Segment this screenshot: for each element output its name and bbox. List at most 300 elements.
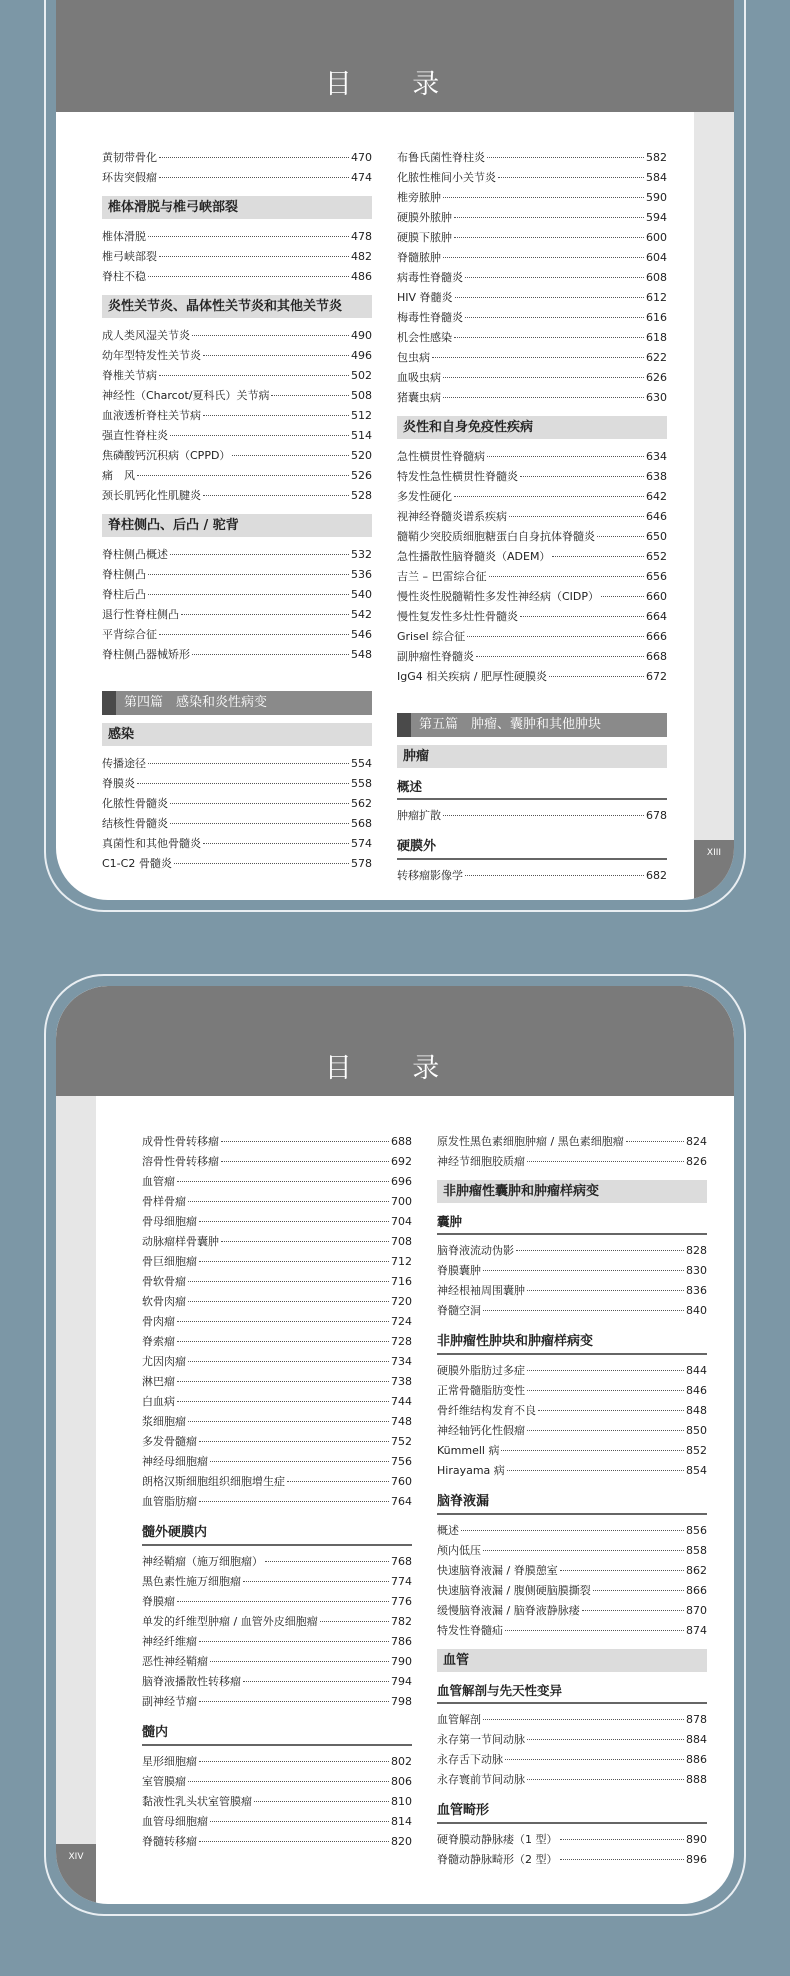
toc-entry[interactable]: [397, 587, 667, 607]
dot-leader: [177, 1601, 389, 1602]
toc-entry-page: 634: [646, 450, 667, 463]
toc-entry[interactable]: [142, 1772, 412, 1792]
toc-entry-page: 672: [646, 670, 667, 683]
toc-entry[interactable]: [397, 368, 667, 388]
toc-entry-title: HIV 脊髓炎: [397, 291, 453, 304]
dot-leader: [509, 516, 644, 517]
toc-entry-title: 颈长肌钙化性肌腱炎: [102, 489, 201, 502]
toc-entry-title: 传播途径: [102, 757, 146, 770]
toc-entry-page: 734: [391, 1355, 412, 1368]
toc-entry[interactable]: [397, 627, 667, 647]
toc-entry[interactable]: [102, 267, 372, 287]
toc-entry[interactable]: [397, 388, 667, 408]
toc-entry-title: C1-C2 骨髓炎: [102, 857, 172, 870]
toc-entry[interactable]: [142, 1552, 412, 1572]
toc-entry[interactable]: [437, 1401, 707, 1421]
toc-entry-page: 618: [646, 331, 667, 344]
toc-entry-page: 776: [391, 1595, 412, 1608]
toc-entry-title: 脊髓脓肿: [397, 251, 441, 264]
subsection-heading: 血管畸形: [437, 1800, 707, 1824]
dot-leader: [443, 257, 644, 258]
toc-entry-page: 532: [351, 548, 372, 561]
toc-entry[interactable]: [102, 545, 372, 565]
toc-entry-title: 脑脊液流动伪影: [437, 1244, 514, 1257]
toc-entry[interactable]: [397, 607, 667, 627]
toc-entry-page: 820: [391, 1835, 412, 1848]
toc-entry[interactable]: [397, 527, 667, 547]
toc-entry-page: 774: [391, 1575, 412, 1588]
toc-entry-title: 包虫病: [397, 351, 430, 364]
dot-leader: [188, 1361, 389, 1362]
dot-leader: [626, 1141, 684, 1142]
toc-entry[interactable]: [102, 386, 372, 406]
dot-leader: [538, 1410, 684, 1411]
toc-column-right: [397, 148, 667, 886]
toc-entry[interactable]: [102, 565, 372, 585]
dot-leader: [271, 395, 349, 396]
dot-leader: [177, 1381, 389, 1382]
dot-leader: [593, 1590, 684, 1591]
toc-entry[interactable]: [102, 406, 372, 426]
toc-entry[interactable]: [142, 1592, 412, 1612]
toc-entry-page: 478: [351, 230, 372, 243]
toc-entry[interactable]: [142, 1192, 412, 1212]
toc-entry[interactable]: [397, 547, 667, 567]
toc-entry-title: 脊柱后凸: [102, 588, 146, 601]
toc-entry[interactable]: [142, 1632, 412, 1652]
toc-entry-page: 728: [391, 1335, 412, 1348]
dot-leader: [507, 1470, 684, 1471]
toc-entry-page: 562: [351, 797, 372, 810]
toc-entry-page: 514: [351, 429, 372, 442]
toc-entry-page: 584: [646, 171, 667, 184]
toc-entry-title: 永存第一节间动脉: [437, 1733, 525, 1746]
toc-entry[interactable]: [397, 208, 667, 228]
toc-entry[interactable]: [102, 754, 372, 774]
toc-entry-title: 神经母细胞瘤: [142, 1455, 208, 1468]
toc-entry[interactable]: [142, 1132, 412, 1152]
toc-entry-page: 896: [686, 1853, 707, 1866]
side-tab: [56, 1096, 96, 1844]
dot-leader: [177, 1341, 389, 1342]
toc-entry[interactable]: [102, 486, 372, 506]
toc-column-left: [142, 1132, 412, 1852]
toc-entry[interactable]: [102, 148, 372, 168]
toc-entry[interactable]: [102, 625, 372, 645]
toc-entry[interactable]: [102, 605, 372, 625]
toc-entry-title: 脊柱侧凸器械矫形: [102, 648, 190, 661]
toc-entry[interactable]: [142, 1672, 412, 1692]
toc-entry-title: 成人类风湿关节炎: [102, 329, 190, 342]
toc-entry[interactable]: [397, 228, 667, 248]
dot-leader: [483, 1550, 684, 1551]
toc-entry-page: 712: [391, 1255, 412, 1268]
toc-entry-title: 化脓性椎间小关节炎: [397, 171, 496, 184]
toc-entry[interactable]: [142, 1392, 412, 1412]
toc-entry-page: 668: [646, 650, 667, 663]
toc-entry-page: 826: [686, 1155, 707, 1168]
dot-leader: [489, 576, 645, 577]
toc-entry[interactable]: [142, 1312, 412, 1332]
dot-leader: [498, 177, 644, 178]
toc-entry-page: 696: [391, 1175, 412, 1188]
toc-entry-title: 机会性感染: [397, 331, 452, 344]
toc-entry[interactable]: [102, 446, 372, 466]
dot-leader: [210, 1661, 389, 1662]
dot-leader: [159, 157, 349, 158]
toc-entry[interactable]: [397, 567, 667, 587]
dot-leader: [443, 377, 644, 378]
toc-entry-page: 666: [646, 630, 667, 643]
toc-entry-page: 470: [351, 151, 372, 164]
dot-leader: [487, 157, 644, 158]
toc-entry-title: 神经纤维瘤: [142, 1635, 197, 1648]
toc-entry[interactable]: [142, 1792, 412, 1812]
toc-entry-title: 痛 风: [102, 469, 135, 482]
dot-leader: [177, 1401, 389, 1402]
toc-entry[interactable]: [102, 247, 372, 267]
toc-entry-page: 828: [686, 1244, 707, 1257]
toc-entry-title: Hirayama 病: [437, 1464, 505, 1477]
toc-entry[interactable]: [437, 1621, 707, 1641]
toc-entry[interactable]: [142, 1412, 412, 1432]
toc-entry[interactable]: [102, 168, 372, 188]
part-marker: [397, 713, 411, 737]
toc-entry[interactable]: [102, 774, 372, 794]
toc-entry[interactable]: [397, 667, 667, 687]
toc-entry[interactable]: [142, 1332, 412, 1352]
toc-entry-title: 脊膜瘤: [142, 1595, 175, 1608]
section-heading: 非肿瘤性囊肿和肿瘤样病变: [437, 1180, 707, 1203]
dot-leader: [192, 654, 349, 655]
toc-entry[interactable]: [142, 1252, 412, 1272]
toc-entry[interactable]: [102, 366, 372, 386]
toc-entry-page: 652: [646, 550, 667, 563]
toc-entry[interactable]: [397, 467, 667, 487]
toc-entry-title: 概述: [437, 1524, 459, 1537]
toc-entry[interactable]: [437, 1730, 707, 1750]
dot-leader: [199, 1641, 389, 1642]
toc-entry[interactable]: [142, 1492, 412, 1512]
toc-entry[interactable]: [397, 268, 667, 288]
dot-leader: [221, 1141, 389, 1142]
toc-entry[interactable]: [437, 1301, 707, 1321]
toc-entry[interactable]: [102, 346, 372, 366]
toc-entry[interactable]: [142, 1212, 412, 1232]
toc-entry-page: 612: [646, 291, 667, 304]
toc-entry-title: 血管瘤: [142, 1175, 175, 1188]
toc-entry[interactable]: [437, 1421, 707, 1441]
dot-leader: [476, 656, 644, 657]
toc-entry-page: 824: [686, 1135, 707, 1148]
toc-entry[interactable]: [142, 1652, 412, 1672]
toc-entry-title: 白血病: [142, 1395, 175, 1408]
toc-entry-title: 急性播散性脑脊髓炎（ADEM）: [397, 550, 551, 563]
dot-leader: [148, 574, 349, 575]
toc-entry-title: 真菌性和其他骨髓炎: [102, 837, 201, 850]
toc-entry-title: 动脉瘤样骨囊肿: [142, 1235, 219, 1248]
toc-entry[interactable]: [397, 248, 667, 268]
toc-entry[interactable]: [437, 1541, 707, 1561]
toc-entry[interactable]: [102, 834, 372, 854]
toc-entry[interactable]: [142, 1152, 412, 1172]
dot-leader: [527, 1430, 684, 1431]
toc-entry-page: 508: [351, 389, 372, 402]
dot-leader: [454, 217, 644, 218]
toc-entry[interactable]: [437, 1241, 707, 1261]
side-tab: [694, 112, 734, 840]
dot-leader: [188, 1781, 389, 1782]
toc-entry[interactable]: [142, 1432, 412, 1452]
subsection-heading: 血管解剖与先天性变异: [437, 1680, 707, 1704]
toc-entry-title: 神经根袖周围囊肿: [437, 1284, 525, 1297]
dot-leader: [177, 1181, 389, 1182]
toc-entry[interactable]: [397, 507, 667, 527]
toc-entry-title: 猪囊虫病: [397, 391, 441, 404]
toc-entry[interactable]: [142, 1812, 412, 1832]
toc-entry[interactable]: [142, 1272, 412, 1292]
toc-entry-title: 恶性神经鞘瘤: [142, 1655, 208, 1668]
toc-entry-title: IgG4 相关疾病 / 肥厚性硬膜炎: [397, 670, 547, 683]
toc-entry[interactable]: [397, 348, 667, 368]
toc-entry-title: 硬膜外脓肿: [397, 211, 452, 224]
page-number: XIV: [56, 1844, 96, 1904]
part-heading: [102, 691, 372, 715]
toc-entry-page: 794: [391, 1675, 412, 1688]
page-number: XIII: [694, 840, 734, 900]
subsection-heading: 非肿瘤性肿块和肿瘤样病变: [437, 1331, 707, 1355]
toc-entry[interactable]: [102, 585, 372, 605]
toc-entry[interactable]: [142, 1692, 412, 1712]
toc-entry-page: 546: [351, 628, 372, 641]
toc-entry-title: 室管膜瘤: [142, 1775, 186, 1788]
toc-column-right: [437, 1132, 707, 1870]
toc-entry[interactable]: [397, 866, 667, 886]
toc-entry[interactable]: [102, 426, 372, 446]
toc-entry[interactable]: [397, 168, 667, 188]
toc-entry-page: 638: [646, 470, 667, 483]
toc-entry-title: Kümmell 病: [437, 1444, 500, 1457]
toc-entry-title: 原发性黑色素细胞肿瘤 / 黑色素细胞瘤: [437, 1135, 624, 1148]
toc-entry-title: 骨纤维结构发育不良: [437, 1404, 536, 1417]
toc-entry-title: 副神经节瘤: [142, 1695, 197, 1708]
subsection-heading: 囊肿: [437, 1211, 707, 1235]
toc-entry[interactable]: [102, 227, 372, 247]
toc-entry[interactable]: [102, 794, 372, 814]
dot-leader: [527, 1290, 684, 1291]
toc-entry-title: 快速脑脊液漏 / 腹侧硬脑膜撕裂: [437, 1584, 591, 1597]
toc-entry[interactable]: [397, 308, 667, 328]
toc-entry-page: 866: [686, 1584, 707, 1597]
toc-entry-page: 682: [646, 869, 667, 882]
toc-entry[interactable]: [102, 326, 372, 346]
toc-entry[interactable]: [437, 1521, 707, 1541]
toc-entry[interactable]: [437, 1850, 707, 1870]
toc-entry[interactable]: [437, 1561, 707, 1581]
toc-entry-title: 血管母细胞瘤: [142, 1815, 208, 1828]
toc-entry-page: 764: [391, 1495, 412, 1508]
dot-leader: [461, 1530, 684, 1531]
toc-entry-title: 脊椎关节病: [102, 369, 157, 382]
toc-entry[interactable]: [397, 487, 667, 507]
toc-entry-title: 单发的纤维型肿瘤 / 血管外皮细胞瘤: [142, 1615, 318, 1628]
toc-entry[interactable]: [142, 1372, 412, 1392]
dot-leader: [501, 1450, 684, 1451]
toc-entry[interactable]: [142, 1832, 412, 1852]
dot-leader: [483, 1270, 684, 1271]
toc-entry-page: 582: [646, 151, 667, 164]
toc-entry-page: 720: [391, 1295, 412, 1308]
toc-entry[interactable]: [437, 1152, 707, 1172]
dot-leader: [560, 1570, 684, 1571]
toc-entry[interactable]: [437, 1770, 707, 1790]
page-title: 目 录: [324, 1053, 466, 1084]
toc-entry-page: 856: [686, 1524, 707, 1537]
dot-leader: [505, 1630, 684, 1631]
toc-entry-page: 482: [351, 250, 372, 263]
toc-entry[interactable]: [142, 1452, 412, 1472]
toc-entry[interactable]: [102, 645, 372, 665]
toc-entry[interactable]: [437, 1601, 707, 1621]
dot-leader: [520, 616, 644, 617]
toc-entry[interactable]: [397, 447, 667, 467]
toc-entry-title: 尤因肉瘤: [142, 1355, 186, 1368]
toc-entry-page: 590: [646, 191, 667, 204]
toc-entry-page: 862: [686, 1564, 707, 1577]
toc-entry-title: 退行性脊柱侧凸: [102, 608, 179, 621]
toc-entry-page: 660: [646, 590, 667, 603]
toc-entry-page: 474: [351, 171, 372, 184]
toc-entry[interactable]: [142, 1612, 412, 1632]
part-heading-label: 第五篇 肿瘤、囊肿和其他肿块: [419, 717, 602, 732]
toc-entry-title: 硬膜下脓肿: [397, 231, 452, 244]
toc-entry-page: 678: [646, 809, 667, 822]
toc-entry[interactable]: [437, 1361, 707, 1381]
toc-entry-title: 血管脂肪瘤: [142, 1495, 197, 1508]
toc-entry[interactable]: [437, 1750, 707, 1770]
toc-entry-page: 700: [391, 1195, 412, 1208]
toc-entry-title: 慢性炎性脱髓鞘性多发性神经病（CIDP）: [397, 590, 600, 603]
dot-leader: [483, 1310, 684, 1311]
toc-entry-page: 836: [686, 1284, 707, 1297]
dot-leader: [597, 536, 644, 537]
toc-page-xiv: [44, 974, 746, 1916]
toc-entry-title: 软骨肉瘤: [142, 1295, 186, 1308]
dot-leader: [199, 1221, 389, 1222]
toc-entry-page: 548: [351, 648, 372, 661]
toc-entry[interactable]: [437, 1132, 707, 1152]
toc-entry[interactable]: [437, 1381, 707, 1401]
toc-entry[interactable]: [142, 1352, 412, 1372]
dot-leader: [320, 1621, 389, 1622]
toc-entry-title: 星形细胞瘤: [142, 1755, 197, 1768]
toc-entry-page: 512: [351, 409, 372, 422]
toc-entry-page: 486: [351, 270, 372, 283]
toc-entry[interactable]: [142, 1172, 412, 1192]
dot-leader: [199, 1261, 389, 1262]
toc-entry-title: 梅毒性脊髓炎: [397, 311, 463, 324]
dot-leader: [520, 476, 644, 477]
dot-leader: [148, 276, 349, 277]
toc-entry[interactable]: [397, 806, 667, 826]
dot-leader: [454, 237, 644, 238]
toc-entry-title: 骨母细胞瘤: [142, 1215, 197, 1228]
dot-leader: [159, 256, 349, 257]
toc-entry-title: 血吸虫病: [397, 371, 441, 384]
toc-entry-title: 平背综合征: [102, 628, 157, 641]
toc-entry-title: 转移瘤影像学: [397, 869, 463, 882]
toc-entry[interactable]: [437, 1710, 707, 1730]
toc-entry[interactable]: [102, 466, 372, 486]
toc-entry-page: 810: [391, 1795, 412, 1808]
toc-entry-page: 748: [391, 1415, 412, 1428]
toc-entry[interactable]: [102, 814, 372, 834]
toc-entry-page: 520: [351, 449, 372, 462]
dot-leader: [188, 1301, 389, 1302]
subsection-heading: 硬膜外: [397, 836, 667, 860]
toc-entry-title: 缓慢脑脊液漏 / 脑脊液静脉瘘: [437, 1604, 580, 1617]
toc-entry[interactable]: [397, 328, 667, 348]
toc-entry[interactable]: [102, 854, 372, 874]
toc-entry-title: 脊柱侧凸: [102, 568, 146, 581]
toc-entry[interactable]: [397, 188, 667, 208]
toc-entry[interactable]: [142, 1472, 412, 1492]
dot-leader: [527, 1779, 684, 1780]
toc-entry-title: 溶骨性骨转移瘤: [142, 1155, 219, 1168]
toc-entry-title: 脊膜炎: [102, 777, 135, 790]
toc-entry[interactable]: [142, 1232, 412, 1252]
toc-entry-page: 850: [686, 1424, 707, 1437]
dot-leader: [443, 815, 644, 816]
dot-leader: [549, 676, 644, 677]
section-heading: 炎性和自身免疫性疾病: [397, 416, 667, 439]
toc-entry[interactable]: [437, 1441, 707, 1461]
dot-leader: [203, 415, 349, 416]
toc-entry-title: 肿瘤扩散: [397, 809, 441, 822]
toc-entry-page: 878: [686, 1713, 707, 1726]
toc-entry[interactable]: [142, 1752, 412, 1772]
toc-entry[interactable]: [437, 1830, 707, 1850]
toc-entry-title: 脊柱不稳: [102, 270, 146, 283]
toc-entry-page: 858: [686, 1544, 707, 1557]
toc-entry-page: 802: [391, 1755, 412, 1768]
toc-entry[interactable]: [437, 1581, 707, 1601]
toc-entry-page: 760: [391, 1475, 412, 1488]
toc-entry-title: 神经节细胞胶质瘤: [437, 1155, 525, 1168]
dot-leader: [467, 636, 644, 637]
dot-leader: [170, 823, 349, 824]
toc-entry[interactable]: [437, 1281, 707, 1301]
toc-entry-title: 副肿瘤性脊髓炎: [397, 650, 474, 663]
toc-entry[interactable]: [397, 148, 667, 168]
toc-entry[interactable]: [437, 1261, 707, 1281]
toc-entry[interactable]: [142, 1572, 412, 1592]
toc-entry-page: 540: [351, 588, 372, 601]
dot-leader: [170, 554, 349, 555]
toc-entry-title: 成骨性骨转移瘤: [142, 1135, 219, 1148]
section-heading: 感染: [102, 723, 372, 746]
dot-leader: [455, 297, 644, 298]
dot-leader: [137, 783, 349, 784]
toc-entry-title: 脊髓动静脉畸形（2 型）: [437, 1853, 558, 1866]
toc-entry[interactable]: [142, 1292, 412, 1312]
toc-entry[interactable]: [397, 288, 667, 308]
toc-entry-title: 布鲁氏菌性脊柱炎: [397, 151, 485, 164]
toc-entry[interactable]: [397, 647, 667, 667]
toc-entry[interactable]: [437, 1461, 707, 1481]
dot-leader: [159, 177, 349, 178]
toc-entry-page: 542: [351, 608, 372, 621]
